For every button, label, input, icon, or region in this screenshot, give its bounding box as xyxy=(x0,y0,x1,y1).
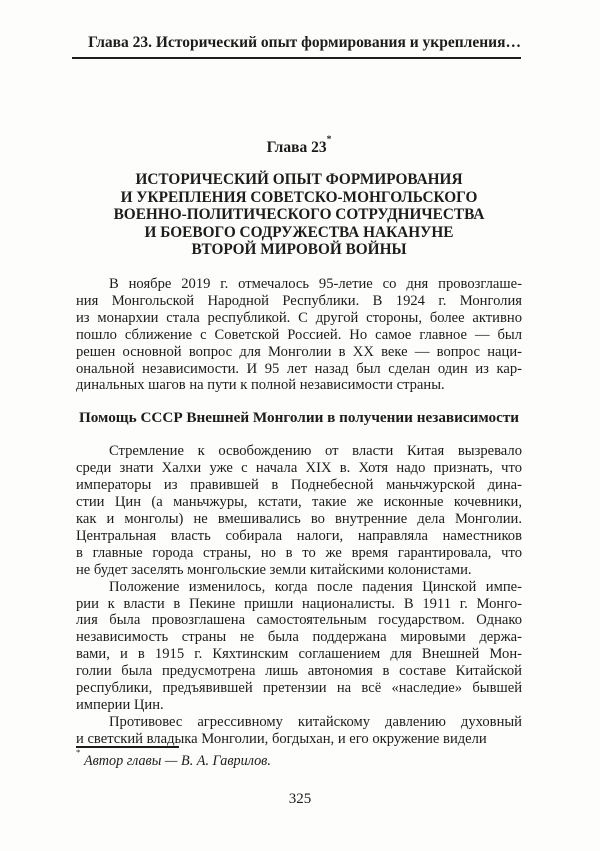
text-line: вами, и в 1915 г. Кяхтинским соглашением для Внешней Мон- xyxy=(76,646,522,663)
text-line: динальных шагов на пути к полной независимости страны. xyxy=(76,377,445,394)
body-paragraph xyxy=(76,714,522,748)
text-line: В ноябре 2019 г. отмечалось 95-летие со дня провозглаше- xyxy=(109,276,522,292)
running-header: Глава 23. Исторический опыт формирования и укрепления… xyxy=(72,34,521,59)
text-line: голии была предусмотрена лишь автономия в составе Китайской xyxy=(76,663,522,680)
footnote xyxy=(76,746,522,770)
text-line: из монархии стала республикой. С другой стороны, более активно xyxy=(76,309,522,326)
text-line: как и монголы) не вмешивались во внутренние дела Монголии. xyxy=(76,510,522,527)
text-line: республики, предъявившей претензии на всё «наследие» бывшей xyxy=(76,680,522,697)
text-line: решен основной вопрос для Монголии в XX веке — вопрос наци- xyxy=(76,343,522,360)
text-line: императоры из правившей в Поднебесной маньчжурской дина- xyxy=(76,477,522,494)
text-line: независимость страны не была поддержана мировыми держа- xyxy=(76,629,522,646)
text-line: ния Монгольской Народной Республики. В 1924 г. Монголия xyxy=(76,292,522,309)
chapter-label xyxy=(76,133,522,157)
text-line: Противовес агрессивному китайскому давлению духовный xyxy=(109,713,522,730)
page-number: 325 xyxy=(288,791,312,807)
text-line: среди знати Халхи уже с начала XIX в. Хотя надо признать, что xyxy=(76,460,522,477)
text-line: Стремление к освобождению от власти Китая вызревало xyxy=(109,443,522,460)
text-line: в главные города страны, но в то же время гарантировала, что xyxy=(76,544,522,561)
text-line: не будет заселять монгольские земли китайскими колонистами. xyxy=(76,561,472,578)
page-body xyxy=(76,276,522,748)
footnote-marker: * xyxy=(76,747,81,758)
text-line: ИСТОРИЧЕСКИЙ ОПЫТ ФОРМИРОВАНИЯ xyxy=(135,171,463,188)
chapter-footnote-marker: * xyxy=(326,133,332,145)
text-line: И БОЕВОГО СОДРУЖЕСТВА НАКАНУНЕ xyxy=(144,223,454,241)
text-line: пошло сближение с Советской Россией. Но самое главное — был xyxy=(76,326,522,343)
text-line: лия была провозглашена самостоятельным государством. Однако xyxy=(76,612,522,629)
text-line: рии к власти в Пекине пришли националисты. В 1911 г. Монго- xyxy=(76,595,522,612)
text-line: империи Цин. xyxy=(76,696,164,713)
text-line: ВТОРОЙ МИРОВОЙ ВОЙНЫ xyxy=(191,241,407,259)
text-line: ональной независимости. И 95 лет назад был сделан один из кар- xyxy=(76,360,522,377)
intro-paragraph xyxy=(76,276,522,394)
text-line: стии Цин (а маньчжуры, кстати, такие же исконные кочевники, xyxy=(76,494,522,511)
section-heading: Помощь СССР Внешней Монголии в получении независимости xyxy=(78,409,520,427)
text-line: и светский владыка Монголии, богдыхан, и его окружение видели xyxy=(76,730,487,747)
footnote-line xyxy=(76,747,522,770)
text-line: ВОЕННО-ПОЛИТИЧЕСКОГО СОТРУДНИЧЕСТВА xyxy=(113,206,485,224)
body-paragraph xyxy=(76,579,522,714)
body-paragraph xyxy=(76,443,522,578)
text-line: Положение изменилось, когда после падения Цинской импе- xyxy=(109,578,522,595)
chapter-title xyxy=(70,171,528,259)
chapter-label-text: Глава 23 xyxy=(266,139,327,156)
footnote-text: Автор главы — В. А. Гаврилов. xyxy=(83,753,271,769)
text-line: И УКРЕПЛЕНИЯ СОВЕТСКО-МОНГОЛЬСКОГО xyxy=(120,188,478,206)
footnote-separator-rule xyxy=(76,746,179,748)
text-line: Центральная власть собирала налоги, направляла наместников xyxy=(76,527,522,544)
